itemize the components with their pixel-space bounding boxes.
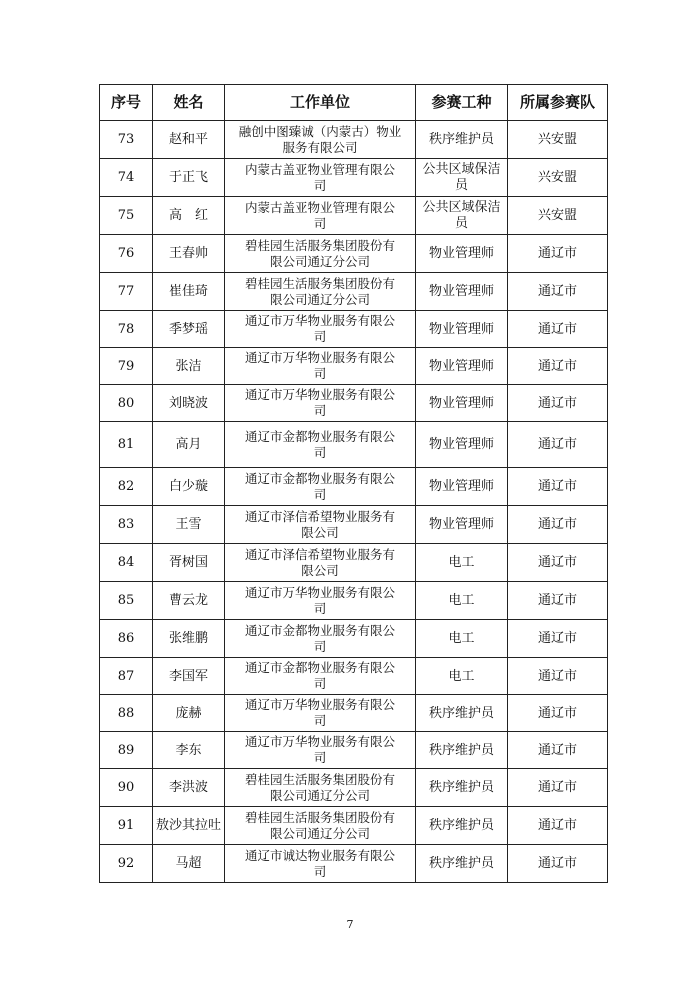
cell-trade: 物业管理师 — [416, 468, 508, 506]
cell-work-unit — [225, 845, 416, 883]
cell-serial: 89 — [100, 732, 153, 769]
cell-work-unit — [225, 422, 416, 468]
cell-team: 通辽市 — [508, 273, 608, 311]
table-row — [100, 422, 608, 468]
cell-work-unit — [225, 385, 416, 422]
cell-trade: 公共区域保洁员 — [416, 197, 508, 235]
cell-work-unit — [225, 311, 416, 348]
cell-serial: 75 — [100, 197, 153, 235]
work-unit-line-1: 碧桂园生活服务集团股份有 — [244, 809, 395, 825]
work-unit-line-2: 限公司通辽分公司 — [269, 291, 370, 307]
work-unit-line-2: 司 — [313, 863, 327, 879]
cell-team: 通辽市 — [508, 468, 608, 506]
table-row — [100, 385, 608, 422]
cell-team: 通辽市 — [508, 348, 608, 385]
work-unit-line-1: 通辽市金都物业服务有限公 — [244, 660, 395, 675]
cell-trade: 物业管理师 — [416, 348, 508, 385]
cell-serial: 74 — [100, 159, 153, 197]
header-team: 所属参赛队 — [508, 85, 608, 121]
work-unit-line-1: 通辽市万华物业服务有限公 — [244, 584, 395, 600]
work-unit-line-1: 通辽市金都物业服务有限公 — [244, 622, 395, 638]
cell-serial: 81 — [100, 422, 153, 468]
cell-name: 白少璇 — [153, 468, 225, 506]
cell-team: 通辽市 — [508, 695, 608, 732]
cell-name: 李洪波 — [153, 769, 225, 807]
table-row — [100, 620, 608, 658]
table-row — [100, 121, 608, 159]
cell-name: 曹云龙 — [153, 582, 225, 620]
cell-serial: 87 — [100, 658, 153, 695]
work-unit-line-1: 通辽市泽信希望物业服务有 — [244, 546, 395, 562]
cell-trade: 秩序维护员 — [416, 121, 508, 159]
cell-name: 王春帅 — [153, 235, 225, 273]
cell-name: 高月 — [153, 422, 225, 468]
cell-name: 王雪 — [153, 506, 225, 544]
cell-name: 刘晓波 — [153, 385, 225, 422]
work-unit-line-2: 司 — [313, 444, 327, 460]
table-row — [100, 197, 608, 235]
work-unit-line-2: 司 — [313, 366, 327, 381]
work-unit-line-2: 司 — [313, 177, 327, 193]
cell-team: 通辽市 — [508, 620, 608, 658]
cell-serial: 92 — [100, 845, 153, 883]
cell-trade: 秩序维护员 — [416, 695, 508, 732]
cell-serial: 82 — [100, 468, 153, 506]
cell-work-unit — [225, 468, 416, 506]
cell-team: 通辽市 — [508, 582, 608, 620]
work-unit-line-1: 碧桂园生活服务集团股份有 — [244, 237, 395, 253]
cell-work-unit — [225, 732, 416, 769]
cell-serial: 77 — [100, 273, 153, 311]
cell-team: 通辽市 — [508, 807, 608, 845]
table-row — [100, 348, 608, 385]
cell-team: 兴安盟 — [508, 159, 608, 197]
cell-trade: 物业管理师 — [416, 311, 508, 348]
cell-trade: 电工 — [416, 620, 508, 658]
table-row — [100, 273, 608, 311]
work-unit-line-2: 司 — [313, 600, 327, 616]
table-row — [100, 732, 608, 769]
work-unit-line-2: 限公司 — [301, 524, 339, 540]
cell-name: 崔佳琦 — [153, 273, 225, 311]
work-unit-line-1: 融创中图臻诚（内蒙古）物业 — [238, 123, 402, 139]
table-row — [100, 468, 608, 506]
cell-work-unit — [225, 658, 416, 695]
work-unit-line-2: 司 — [313, 215, 327, 231]
cell-work-unit — [225, 348, 416, 385]
table-body — [100, 121, 608, 883]
cell-name: 胥树国 — [153, 544, 225, 582]
cell-team: 兴安盟 — [508, 197, 608, 235]
cell-name: 敖沙其拉吐 — [153, 807, 225, 845]
cell-work-unit — [225, 620, 416, 658]
cell-serial: 84 — [100, 544, 153, 582]
cell-trade: 物业管理师 — [416, 273, 508, 311]
cell-trade: 秩序维护员 — [416, 732, 508, 769]
cell-team: 兴安盟 — [508, 121, 608, 159]
cell-name: 高 红 — [153, 197, 225, 235]
cell-team: 通辽市 — [508, 422, 608, 468]
table-row — [100, 769, 608, 807]
cell-serial: 79 — [100, 348, 153, 385]
cell-team: 通辽市 — [508, 544, 608, 582]
cell-serial: 86 — [100, 620, 153, 658]
cell-name: 张维鹏 — [153, 620, 225, 658]
cell-team: 通辽市 — [508, 769, 608, 807]
cell-team: 通辽市 — [508, 658, 608, 695]
cell-name: 赵和平 — [153, 121, 225, 159]
cell-serial: 85 — [100, 582, 153, 620]
work-unit-line-1: 通辽市万华物业服务有限公 — [244, 387, 395, 402]
header-work-unit: 工作单位 — [225, 85, 416, 121]
cell-work-unit — [225, 197, 416, 235]
work-unit-line-2: 司 — [313, 638, 327, 654]
work-unit-line-2: 司 — [313, 486, 327, 502]
cell-name: 季梦瑶 — [153, 311, 225, 348]
work-unit-line-1: 通辽市万华物业服务有限公 — [244, 313, 395, 328]
cell-name: 李东 — [153, 732, 225, 769]
cell-trade: 秩序维护员 — [416, 845, 508, 883]
cell-name: 马超 — [153, 845, 225, 883]
cell-work-unit — [225, 807, 416, 845]
cell-name: 李国军 — [153, 658, 225, 695]
table-row — [100, 544, 608, 582]
cell-work-unit — [225, 769, 416, 807]
cell-trade: 公共区域保洁员 — [416, 159, 508, 197]
cell-team: 通辽市 — [508, 385, 608, 422]
cell-trade: 物业管理师 — [416, 385, 508, 422]
cell-trade: 秩序维护员 — [416, 807, 508, 845]
table-row — [100, 582, 608, 620]
cell-work-unit — [225, 582, 416, 620]
table-row — [100, 506, 608, 544]
cell-work-unit — [225, 121, 416, 159]
cell-serial: 90 — [100, 769, 153, 807]
cell-work-unit — [225, 695, 416, 732]
cell-work-unit — [225, 235, 416, 273]
cell-team: 通辽市 — [508, 845, 608, 883]
cell-serial: 88 — [100, 695, 153, 732]
table-row — [100, 235, 608, 273]
work-unit-line-1: 通辽市金都物业服务有限公 — [244, 470, 395, 486]
cell-team: 通辽市 — [508, 311, 608, 348]
cell-serial: 73 — [100, 121, 153, 159]
work-unit-line-1: 内蒙古盖亚物业管理有限公 — [244, 161, 395, 177]
cell-trade: 物业管理师 — [416, 506, 508, 544]
work-unit-line-2: 限公司通辽分公司 — [269, 825, 370, 841]
table-row — [100, 845, 608, 883]
work-unit-line-2: 司 — [313, 676, 327, 691]
participant-table — [99, 84, 608, 883]
work-unit-line-2: 限公司通辽分公司 — [269, 253, 370, 269]
work-unit-line-1: 通辽市万华物业服务有限公 — [244, 697, 395, 712]
work-unit-line-2: 限公司通辽分公司 — [269, 787, 370, 803]
cell-work-unit — [225, 159, 416, 197]
work-unit-line-2: 司 — [313, 329, 327, 344]
work-unit-line-2: 司 — [313, 713, 327, 728]
work-unit-line-2: 司 — [313, 403, 327, 418]
cell-serial: 91 — [100, 807, 153, 845]
cell-trade: 物业管理师 — [416, 235, 508, 273]
work-unit-line-1: 通辽市金都物业服务有限公 — [244, 428, 395, 444]
work-unit-line-1: 通辽市万华物业服务有限公 — [244, 734, 395, 749]
work-unit-line-1: 通辽市泽信希望物业服务有 — [244, 508, 395, 524]
cell-work-unit — [225, 273, 416, 311]
work-unit-line-1: 内蒙古盖亚物业管理有限公 — [244, 199, 395, 215]
table-row — [100, 159, 608, 197]
work-unit-line-2: 服务有限公司 — [282, 139, 358, 155]
work-unit-line-2: 司 — [313, 750, 327, 765]
page-number: 7 — [346, 918, 354, 931]
cell-team: 通辽市 — [508, 506, 608, 544]
cell-trade: 物业管理师 — [416, 422, 508, 468]
work-unit-line-1: 碧桂园生活服务集团股份有 — [244, 275, 395, 291]
table-header-row — [100, 85, 608, 121]
cell-trade: 电工 — [416, 658, 508, 695]
header-trade: 参赛工种 — [416, 85, 508, 121]
table-row — [100, 807, 608, 845]
work-unit-line-1: 通辽市诚达物业服务有限公 — [244, 847, 395, 863]
cell-name: 庞赫 — [153, 695, 225, 732]
work-unit-line-2: 限公司 — [301, 562, 339, 578]
cell-trade: 秩序维护员 — [416, 769, 508, 807]
cell-team: 通辽市 — [508, 235, 608, 273]
cell-work-unit — [225, 544, 416, 582]
cell-serial: 76 — [100, 235, 153, 273]
table-row — [100, 311, 608, 348]
table-row — [100, 658, 608, 695]
cell-work-unit — [225, 506, 416, 544]
cell-name: 张洁 — [153, 348, 225, 385]
cell-serial: 83 — [100, 506, 153, 544]
cell-serial: 80 — [100, 385, 153, 422]
cell-trade: 电工 — [416, 582, 508, 620]
work-unit-line-1: 通辽市万华物业服务有限公 — [244, 350, 395, 365]
header-name: 姓名 — [153, 85, 225, 121]
header-serial: 序号 — [100, 85, 153, 121]
cell-trade: 电工 — [416, 544, 508, 582]
work-unit-line-1: 碧桂园生活服务集团股份有 — [244, 771, 395, 787]
cell-name: 于正飞 — [153, 159, 225, 197]
cell-serial: 78 — [100, 311, 153, 348]
table-row — [100, 695, 608, 732]
cell-team: 通辽市 — [508, 732, 608, 769]
